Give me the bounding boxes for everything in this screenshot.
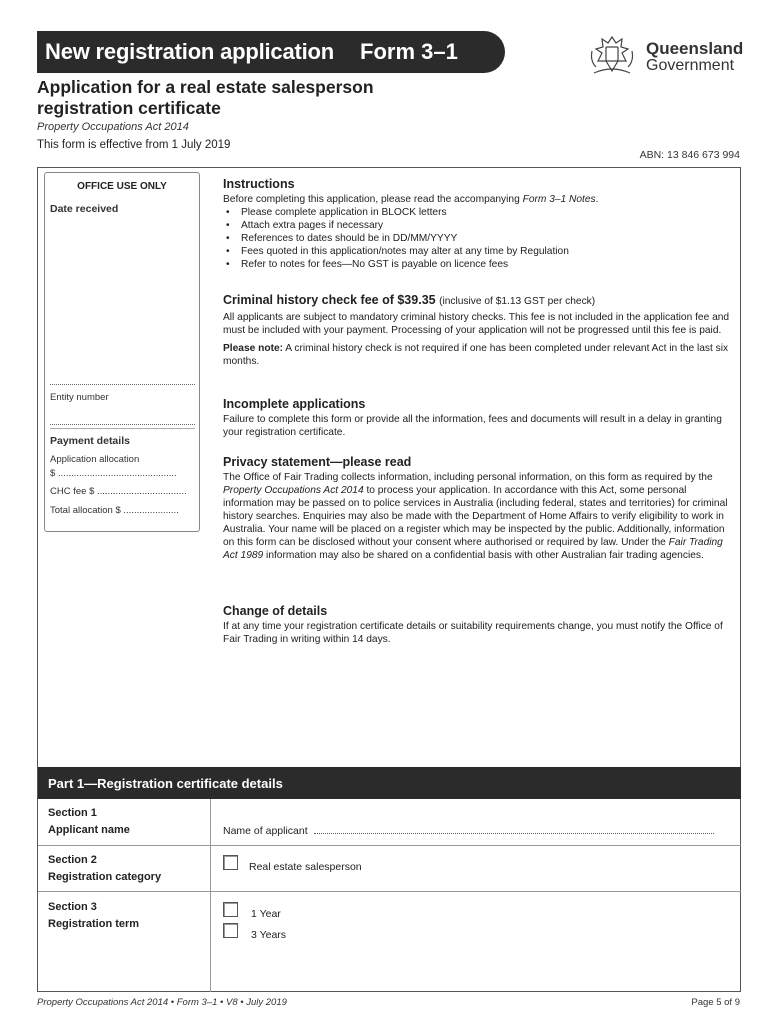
payment-details-label: Payment details xyxy=(50,435,130,447)
three-years-option-label: 3 Years xyxy=(251,929,287,941)
section3-title: Registration term xyxy=(48,918,140,930)
applicant-name-label: Name of applicant xyxy=(223,825,308,837)
applicant-name-field[interactable] xyxy=(223,825,714,837)
change-body: If at any time your registration certificate details or suitability requirements change, you must notify the Office of Fair Trading in writing within 14 days. xyxy=(223,621,723,645)
date-received-line xyxy=(50,384,195,385)
criminal-history-section xyxy=(223,292,733,368)
effective-date: This form is effective from 1 July 2019 xyxy=(37,139,231,151)
privacy-text-3: information may also be shared on a confidential basis with other Australian fair trading agencies. xyxy=(263,550,704,561)
applicant-name-input[interactable] xyxy=(314,833,714,834)
three-years-checkbox[interactable] xyxy=(223,923,238,938)
application-allocation-label: Application allocation xyxy=(50,454,140,465)
criminal-heading-text: Criminal history check fee of $39.35 xyxy=(223,293,436,307)
queensland-government-logo xyxy=(588,31,748,81)
total-allocation-field[interactable]: Total allocation $ ..................... xyxy=(50,505,179,516)
one-year-checkbox[interactable] xyxy=(223,902,238,917)
section1-title: Applicant name xyxy=(48,824,130,836)
section3-label xyxy=(48,899,139,933)
note-body: A criminal history check is not required if one has been completed under relevant Act in the last six months. xyxy=(223,343,729,367)
form-number: Form 3–1 xyxy=(360,39,458,64)
one-year-option-label: 1 Year xyxy=(251,908,281,920)
section2-label xyxy=(48,852,161,886)
logo-text-queensland: Queensland xyxy=(646,39,744,58)
privacy-section xyxy=(223,454,733,562)
list-item: • References to dates should be in DD/MM/YYYY xyxy=(223,232,733,245)
chc-fee-field[interactable]: CHC fee $ .................................. xyxy=(50,486,187,497)
salesperson-option-label: Real estate salesperson xyxy=(249,861,362,873)
page-number: Page 5 of 9 xyxy=(691,997,740,1008)
section1-number: Section 1 xyxy=(48,807,97,819)
list-item: • Please complete application in BLOCK letters xyxy=(223,206,733,219)
application-allocation-field[interactable]: $ ............................................. xyxy=(50,468,177,479)
section1-label xyxy=(48,805,130,839)
logo-text-government: Government xyxy=(646,57,735,74)
incomplete-section xyxy=(223,396,733,439)
office-use-heading: OFFICE USE ONLY xyxy=(77,181,167,192)
act-reference: Property Occupations Act 2014 xyxy=(37,121,189,133)
change-heading: Change of details xyxy=(223,604,328,618)
section2-number: Section 2 xyxy=(48,854,97,866)
privacy-body xyxy=(223,471,733,562)
form-title-bar xyxy=(37,31,505,73)
abn-number: ABN: 13 846 673 994 xyxy=(639,149,740,161)
section3-number: Section 3 xyxy=(48,901,97,913)
entity-number-label: Entity number xyxy=(50,392,109,403)
fair-trading-act-ref: Fair Trading Act 1989 xyxy=(223,537,723,561)
part1-heading: Part 1—Registration certificate details xyxy=(38,767,741,799)
privacy-heading: Privacy statement—please read xyxy=(223,455,412,469)
instructions-list xyxy=(223,206,733,271)
row-divider xyxy=(38,845,741,846)
instructions-intro xyxy=(223,193,733,206)
privacy-text-1: The Office of Fair Trading collects information, including personal information, on this form as required by the xyxy=(223,472,713,483)
incomplete-body: Failure to complete this form or provide all the information, fees and documents will result in a delay in granting your registration certificate. xyxy=(223,414,722,438)
criminal-history-body: All applicants are subject to mandatory criminal history checks. This fee is not included in the application fee and must be included with your payment. Processing of your application will not be progressed until this fee is paid. xyxy=(223,312,730,336)
section2-title: Registration category xyxy=(48,871,162,883)
part1-column-divider xyxy=(210,799,211,992)
incomplete-heading: Incomplete applications xyxy=(223,397,366,411)
intro-end: . xyxy=(595,194,599,205)
form-title: New registration application xyxy=(45,39,335,64)
footer-form-reference: Property Occupations Act 2014 • Form 3–1 • V8 • July 2019 xyxy=(37,997,287,1008)
form-subtitle xyxy=(37,77,457,119)
criminal-history-note xyxy=(223,342,733,368)
change-section xyxy=(223,603,733,646)
office-use-box xyxy=(44,172,200,532)
instructions-section xyxy=(223,176,733,271)
note-label: Please note: xyxy=(223,343,284,354)
office-divider xyxy=(50,428,195,429)
date-received-label: Date received xyxy=(50,203,119,215)
row-divider xyxy=(38,891,741,892)
criminal-history-heading xyxy=(223,292,733,310)
subtitle-line-2: registration certificate xyxy=(37,98,221,118)
list-item: • Fees quoted in this application/notes may alter at any time by Regulation xyxy=(223,245,733,258)
intro-text: Before completing this application, please read the accompanying xyxy=(223,194,523,205)
privacy-text-2: to process your application. In accordance with this Act, some personal information may be passed on to police services in Australia (including federal, states and territories) for criminal history searches. Enquiries may also be made with the Department of Home Affairs to verify eligibility to work in Australia. Your name will be placed on a register which may be inspected by the public. Additionally, information on this form can be disclosed without your consent where authorised or required by law. Under the xyxy=(223,485,728,548)
list-item: • Refer to notes for fees—No GST is payable on licence fees xyxy=(223,258,733,271)
coat-of-arms-icon xyxy=(588,31,636,79)
privacy-act-ref: Property Occupations Act 2014 xyxy=(223,485,364,496)
list-item: • Attach extra pages if necessary xyxy=(223,219,733,232)
intro-emphasis: Form 3–1 Notes xyxy=(522,194,596,205)
criminal-heading-note: (inclusive of $1.13 GST per check) xyxy=(439,296,596,307)
salesperson-checkbox[interactable] xyxy=(223,855,238,870)
instructions-heading: Instructions xyxy=(223,177,295,191)
subtitle-line-1: Application for a real estate salesperson xyxy=(37,77,374,97)
entity-number-line xyxy=(50,424,195,425)
